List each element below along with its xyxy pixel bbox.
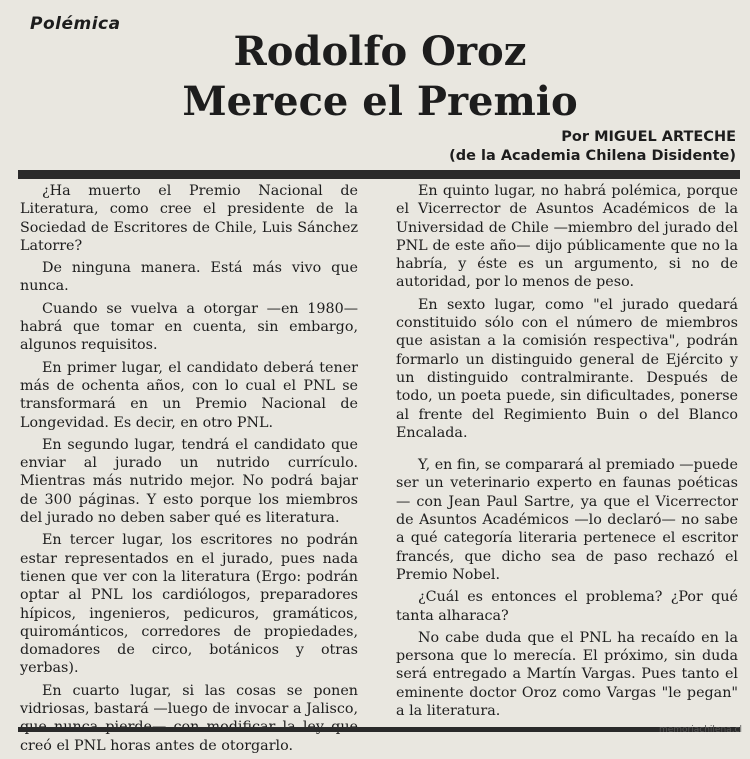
paragraph: En sexto lugar, como "el jurado quedará constituido sólo con el número de miembros que asistan a la comisión respectiva", podrán formarlo un distinguido general de Ejército y un distinguido contralmirante. Después de todo, un poeta puede, sin dificultades, ponerse al frente del Regimiento Buin o del Blanco Encalada. <box>396 296 738 441</box>
paragraph: En segundo lugar, tendrá el candidato que enviar al jurado un nutrido currículo. Mientras más nutrido mejor. No podrá bajar de 300 páginas. Y esto porque los miembros del jurado no deben saber qué es literatura. <box>20 436 358 527</box>
section-label: Polémica <box>30 14 121 34</box>
paragraph: ¿Ha muerto el Premio Nacional de Literatura, como cree el presidente de la Sociedad de Escritores de Chile, Luis Sánchez Latorre? <box>20 183 358 254</box>
headline-line-2: Merece el Premio <box>182 78 578 125</box>
paragraph: En cuarto lugar, si las cosas se ponen vidriosas, bastará —luego de invocar a Jalisco, creó el PNL horas antes de otorgarlo. <box>20 682 358 754</box>
paragraph: En tercer lugar, los escritores no podrán estar representados en el jurado, pues nada tienen que ver con la literatura (Ergo: podrán optar al PNL los cardiólogos, preparadores hípicos, ingenieros, pedicuros, gramáticos, quirománticos, corredores de propiedades, domadores de circo, botánicos y otras yerbas). <box>20 532 358 677</box>
byline-author: Por MIGUEL ARTECHE <box>561 129 736 145</box>
right-column <box>396 182 738 724</box>
paragraph: ¿Cuál es entonces el problema? ¿Por qué tanta alharaca? <box>396 589 738 624</box>
paragraph: Cuando se vuelva a otorgar —en 1980— habrá que tomar en cuenta, sin embargo, algunos requisitos. <box>20 300 358 354</box>
byline-affiliation: (de la Academia Chilena Disidente) <box>449 148 736 164</box>
paragraph: En primer lugar, el candidato deberá tener más de ochenta años, con lo cual el PNL se transformará en un Premio Nacional de Longevidad. Es decir, en otro PNL. <box>20 359 358 431</box>
top-rule <box>18 170 740 179</box>
left-column <box>20 182 358 759</box>
byline <box>449 128 736 166</box>
paragraph: Y, en fin, se comparará al premiado —puede ser un veterinario experto en faunas poéticas— con Jean Paul Sartre, ya que el Vicerrector de Asuntos Académicos —lo declaró— no sabe a qué categoría literaria pertenece el escritor francés, que dicho sea de paso rechazó el Premio Nobel. <box>396 457 738 583</box>
paragraph: No cabe duda que el PNL ha recaído en la persona que lo merecía. El próximo, sin duda será entregado a Martín Vargas. Pues tanto el eminente doctor Oroz como Vargas "le pegan" a la literatura. <box>396 629 738 720</box>
paragraph: De ninguna manera. Está más vivo que nunca. <box>20 260 358 295</box>
headline-line-1: Rodolfo Oroz <box>233 28 527 75</box>
bottom-rule <box>18 727 740 732</box>
paragraph: En quinto lugar, no habrá polémica, porque el Vicerrector de Asuntos Académicos de la Universidad de Chile —miembro del jurado del PNL de este año— dijo públicamente que no la habría, y éste es un argumento, si no de autoridad, por lo menos de peso. <box>396 183 738 291</box>
watermark: memoriachilena.cl <box>658 725 742 735</box>
